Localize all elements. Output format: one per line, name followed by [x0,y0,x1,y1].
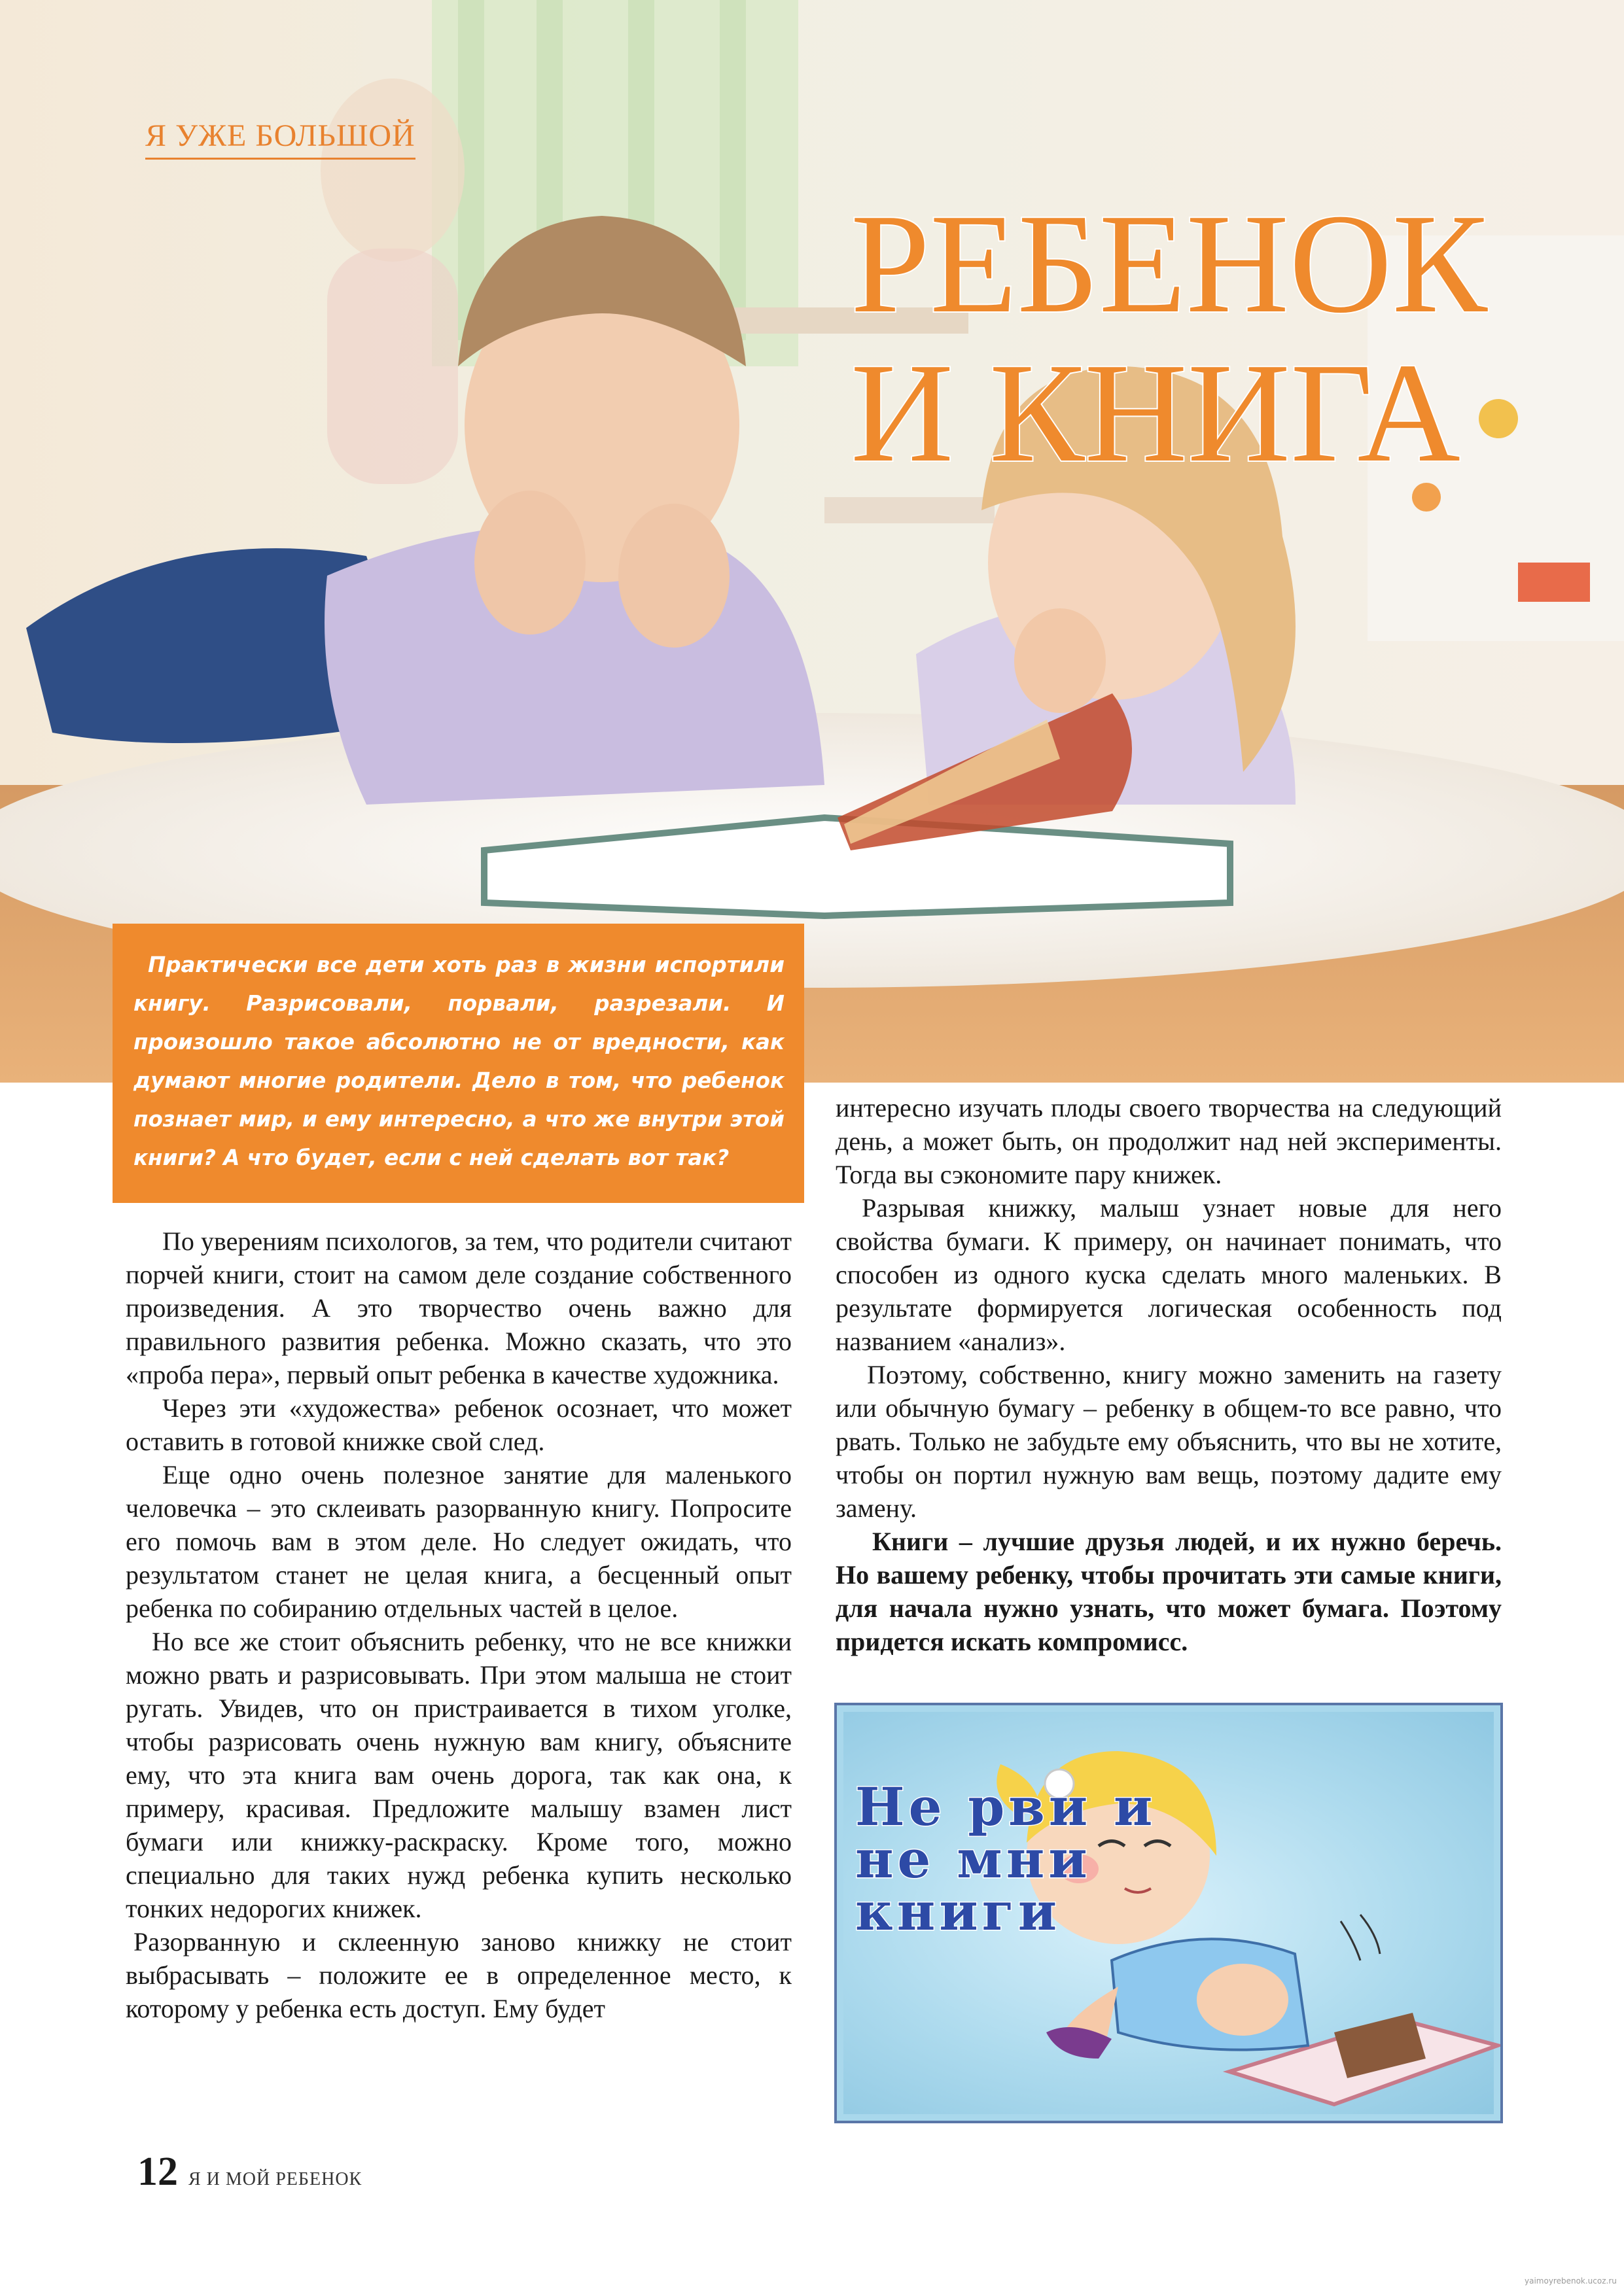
poster-image [834,1703,1503,2123]
paragraph: Но все же стоит объяснить ребенку, что не все книжки можно рвать и разрисовывать. При этом малыша не стоит ругать. Увидев, что он пристраивается в тихом уголке, чтобы разрисовать очень нужную вам книгу, объясните ему, что эта книга вам очень дорога, так как она, к примеру, красивая. Предложите малышу взамен лист бумаги или книжку-раскраску. Кроме того, можно специально для таких нужд ребенка купить несколько тонких недорогих книжек. [126,1627,792,1923]
article-title-line-2: И КНИГА [851,334,1460,492]
paragraph: интересно изучать плоды своего творчества на следующий день, а может быть, он продолжит над ней эксперименты. Тогда вы сэкономите пару книжек. [836,1093,1502,1189]
lead-box [113,924,804,1203]
article-title-line-1: РЕБЕНОК [851,185,1488,343]
magazine-name: Я И МОЙ РЕБЕНОК [188,2169,362,2189]
paragraph: Поэтому, собственно, книгу можно заменить на газету или обычную бумагу – ребенку в общем-то все равно, что рвать. Только не забудьте ему объяснить, что вы не хотите, чтобы он портил нужную вам вещь, поэтому дадите ему замену. [836,1360,1502,1523]
paragraph: По уверениям психологов, за тем, что родители считают порчей книги, стоит на самом деле создание собственного произведения. А это творчество очень важно для правильного развития ребенка. Можно сказать, что это «проба пера», первый опыт ребенка в качестве художника. [126,1226,792,1389]
lead-text: Практически все дети хоть раз в жизни испортили книгу. Разрисовали, порвали, разрезали. И произошло такое абсолютно не от вредности, как думают многие родители. Дело в том, что ребенок познает мир, и ему интересно, а что же внутри этой книги? А что будет, если с ней сделать вот так? [133,952,785,1170]
hero-photo [0,0,1624,1083]
paragraph: Через эти «художества» ребенок осознает, что может оставить в готовой книжке свой след. [126,1393,792,1456]
poster-caption-line-1: Не рви и [855,1776,1157,1837]
paragraph-emphasis: Книги – лучшие друзья людей, и их нужно беречь. Но вашему ребенку, чтобы прочитать эти самые книги, для начала нужно узнать, что может бумага. Поэтому придется искать компромисс. [836,1527,1502,1656]
page-footer [137,2149,362,2195]
paragraph: Еще одно очень полезное занятие для маленького человечка – это склеивать разорванную книгу. Попросите его помочь вам в этом деле. Но следует ожидать, что результатом станет не целая книга, а бесценный опыт ребенка по собиранию отдельных частей в целое. [126,1460,792,1623]
poster-caption [855,1776,1157,1942]
column-right [836,1091,1502,1658]
watermark: yaimoyrebenok.ucoz.ru [1525,2276,1617,2286]
poster-caption-line-2: не мни [855,1828,1091,1890]
page-number: 12 [137,2149,178,2194]
section-label: Я УЖЕ БОЛЬШОЙ [145,118,415,160]
paragraph: Разрывая книжку, малыш узнает новые для него свойства бумаги. К примеру, он начинает понимать, что способен из одного куска сделать много маленьких. В результате формируется логическая особенность под названием «анализ». [836,1193,1502,1356]
article-title [851,185,1488,492]
paragraph: Разорванную и склеенную заново книжку не стоит выбрасывать – положите ее в определенное место, к которому у ребенка есть доступ. Ему будет [126,1927,792,2023]
column-left [126,1225,792,2025]
poster-caption-line-3: книги [855,1881,1061,1942]
